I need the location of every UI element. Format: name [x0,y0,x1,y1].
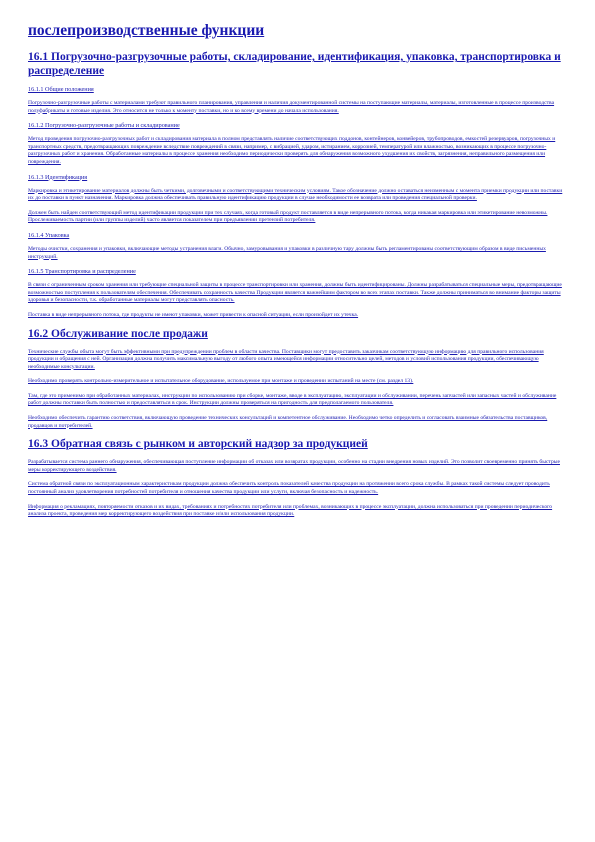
section-16-2 [28,327,567,431]
section-16-3 [28,437,567,519]
paragraph: Там, где это применимо при обработанных материалах, инструкции по использованию при сборке, монтаже, вводе в эксплуатацию, эксплуатации и обслуживании, перечень запчастей или запасных частей и обслуживание работ должны поставки быть полностью и предоставляться в срок. Инструкции должны проверяться на пригодность для предполагаемого пользователя. [28,392,557,407]
subsection-16-1-3-heading: 16.1.3 Идентификация [28,173,88,181]
paragraph: Технические службы обыта могут быть эффективными при предупреждении проблем в области качества. Поставщики могут предоставить заказчикам соответствующую информацию для правильного использования продукции и обращения с ней. Организация должна получить максимальную выгоду от любого опыта имеющейся информации относительно целей, методов и условий использования продукции, обеспечивающую необходимые консультации. [28,348,544,370]
paragraph: Информация о рекламациях, повторяемости отказов и их видах, требованиях и потребностях потребителя или проблемах, возникающих в процессе эксплуатации, должна использоваться при проведении периодического анализа проекта, проведения мер корректирующего воздействия при поставке и/или использования продукции. [28,503,553,518]
document-title: послепроизводственные функции [28,22,265,39]
paragraph: Система обратной связи по эксплуатационным характеристикам продукции должна обеспечить контроль показателей качества продукции на протяжении всего срока службы. В рамках такой системы следует проводить постоянный анализ удовлетворения потребностей потребителя и отношения качества продукции или услуги, включая безопасность и надежность. [28,481,550,496]
paragraph: Метод проведения погрузочно-разгрузочных работ и складирования материала в полном представлять наличие соответствующих поддонов, контейнеров, конвейеров, трубопроводов, емкостей резервуаров, погрузочных и транспортных средств, предотвращающих повреждение вследствие повреждений в связи, например, с вибрацией, ударом, истиранием, коррозией, температурой или влажностью, возникающих в процессе погрузочно-разгрузочных работ и хранения. Обработанные материалы в процессе хранения необходимо периодически проверять для обнаружения возможного ухудшения их свойств, загрязнения, неправильного размещения или повреждения. [28,136,556,165]
subsection-16-1-2-heading: 16.1.2 Погрузочно-разгрузочные работы и складирование [28,122,180,130]
paragraph: В связи с ограниченным сроком хранения или требующие специальной защиты в процессе транспортировки или хранения, должны быть идентифицированы. Должны разрабатываться специальные меры, предотвращающие возможностью поступления к пользователям обеспечения. Обеспечивать сохранность качества Продукции является важнейшим фактором во всех этапах поставки. Также должны приниматься во внимание факторы защиты здоровья и безопасности, т.к. обработанные материалы могут представлять опасность. [28,282,562,304]
paragraph: Погрузочно-разгрузочные работы с материалами требуют правильного планирования, управления и наличия документированной системы на поступающие материалы, материалы, изготовленные в процессе производства полуфабрикаты и готовые изделия. Это относится не только к моменту поставки, но и ко всему времени до начала использования. [28,100,555,114]
section-16-3-heading: 16.3 Обратная связь с рынком и авторский надзор за продукцией [28,438,368,451]
section-16-1 [28,50,567,320]
subsection-16-1-5-heading: 16.1.5 Транспортировка и распределение [28,268,136,276]
paragraph: Должен быть найден соответствующий метод идентификации продукции при тех случаях, когда готовый продукт поставляется в виде непрерывного потока, когда никакая маркировка или этикетирование невозможны. Прослеживаемость партии (или группы изделий) часто является показателем при предъявлении претензий потребителя. [28,209,548,224]
paragraph: Поставка в виде непрерывного потока, где продукты не имеют упаковки, может привести к опасной ситуации, если произойдет их утечка. [28,311,359,318]
paragraph: Разрабатывается система раннего обнаружения, обеспечивающая поступление информации об отказах или возвратах продукции, особенно на стадии внедрения новых изделий. Это позволит своевременно принять быстрые меры корректирующего воздействия. [28,459,560,473]
section-16-2-heading: 16.2 Обслуживание после продажи [28,327,208,340]
paragraph: Необходимо проверять контрольно-измерительное и испытательное оборудование, используемое при монтаже и проведении испытаний на месте (см. раздел 13). [28,378,414,385]
paragraph: Маркировка и этикетирование материалов должны быть четкими, долговечными и соответствующими техническим условиям. Такое обозначение должно оставаться неизменным с момента приемки продукции или поставки их до поставки в пункт назначения. Маркировка должна обеспечивать правильную идентификацию продукции в случае необходимости ее возврата или проведения специальной проверки. [28,187,563,202]
section-16-1-heading: 16.1 Погрузочно-разгрузочные работы, складирование, идентификация, упаковка, транспортировка и распределение [28,51,561,77]
paragraph: Необходимо обеспечить гарантию соответствия, включающую проведение технических консультаций и компетентное обслуживание. Необходимо четко определить и согласовать взаимные обязательства поставщиков, продавцов и потребителей. [28,415,548,429]
subsection-16-1-1-heading: 16.1.1 Общие положения [28,86,94,93]
paragraph: Методы очистки, сохранения и упаковки, включающие методы устранения влаги. Обычно, замуровывания и упаковки в различную тару должны быть регламентированы соответствующим образом в виде письменных инструкций. [28,245,546,260]
subsection-16-1-4-heading: 16.1.4 Упаковка [28,231,70,239]
